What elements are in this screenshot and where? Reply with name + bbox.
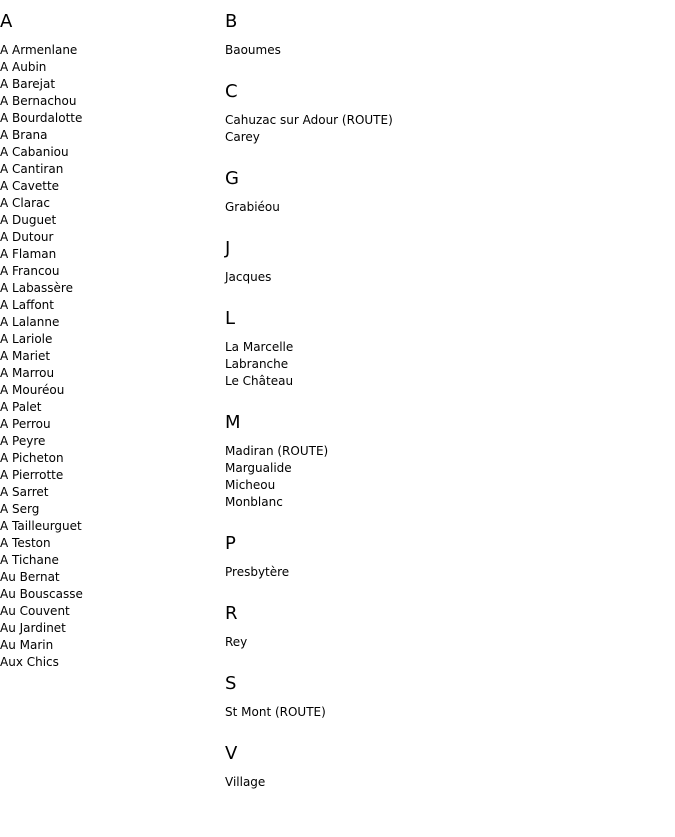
place-item-a-bourdalotte: A Bourdalotte — [0, 111, 83, 125]
place-list — [225, 199, 665, 216]
letter-section-j — [225, 216, 665, 286]
place-item-jacques: Jacques — [225, 270, 272, 284]
place-item-aux-chics: Aux Chics — [0, 655, 59, 669]
place-item-a-marrou: A Marrou — [0, 366, 55, 380]
place-list — [225, 443, 665, 511]
place-item-a-labassere: A Labassère — [0, 281, 73, 295]
place-item-a-cabaniou: A Cabaniou — [0, 145, 69, 159]
left-column — [0, 0, 215, 671]
letter-heading: A — [0, 11, 13, 32]
place-item-monblanc: Monblanc — [225, 495, 283, 509]
letter-section-g — [225, 146, 665, 216]
place-item-a-francou: A Francou — [0, 264, 60, 278]
place-item-a-laffont: A Laffont — [0, 298, 54, 312]
letter-section-c — [225, 59, 665, 146]
place-item-margualide: Margualide — [225, 461, 292, 475]
letter-section-s — [225, 651, 665, 721]
place-item-au-couvent: Au Couvent — [0, 604, 70, 618]
place-list — [225, 564, 665, 581]
letter-section-l — [225, 286, 665, 390]
place-item-labranche: Labranche — [225, 357, 289, 371]
place-item-rey: Rey — [225, 635, 248, 649]
place-list — [225, 112, 665, 146]
place-item-le-chateau: Le Château — [225, 374, 294, 388]
place-list — [225, 634, 665, 651]
place-item-a-flaman: A Flaman — [0, 247, 57, 261]
place-item-grabieou: Grabiéou — [225, 200, 280, 214]
place-item-a-tailleurguet: A Tailleurguet — [0, 519, 82, 533]
letter-heading: L — [225, 308, 236, 329]
right-column — [225, 0, 665, 791]
letter-heading: B — [225, 11, 238, 32]
place-list — [225, 269, 665, 286]
place-list — [225, 339, 665, 390]
place-item-a-mariet: A Mariet — [0, 349, 51, 363]
place-item-carey: Carey — [225, 130, 260, 144]
letter-heading: M — [225, 412, 241, 433]
place-item-a-duguet: A Duguet — [0, 213, 57, 227]
place-list — [225, 42, 665, 59]
place-item-a-brana: A Brana — [0, 128, 48, 142]
place-item-micheou: Micheou — [225, 478, 276, 492]
letter-heading: R — [225, 603, 238, 624]
place-list — [225, 774, 665, 791]
place-item-au-bouscasse: Au Bouscasse — [0, 587, 83, 601]
place-item-a-moureou: A Mouréou — [0, 383, 65, 397]
letter-section-v — [225, 721, 665, 791]
letter-section-p — [225, 511, 665, 581]
place-item-a-clarac: A Clarac — [0, 196, 50, 210]
place-item-a-teston: A Teston — [0, 536, 51, 550]
place-item-village: Village — [225, 775, 266, 789]
place-item-a-tichane: A Tichane — [0, 553, 59, 567]
letter-heading: G — [225, 168, 239, 189]
letter-heading: P — [225, 533, 236, 554]
letter-section-b — [225, 0, 665, 59]
place-item-au-jardinet: Au Jardinet — [0, 621, 66, 635]
letter-section-r — [225, 581, 665, 651]
place-item-a-perrou: A Perrou — [0, 417, 51, 431]
place-item-a-lariole: A Lariole — [0, 332, 53, 346]
place-item-madiran-route: Madiran (ROUTE) — [225, 444, 329, 458]
place-item-a-aubin: A Aubin — [0, 60, 47, 74]
place-item-cahuzac-sur-adour-route: Cahuzac sur Adour (ROUTE) — [225, 113, 393, 127]
place-item-a-pierrotte: A Pierrotte — [0, 468, 64, 482]
place-list — [0, 42, 215, 671]
letter-heading: S — [225, 673, 237, 694]
letter-heading: V — [225, 743, 238, 764]
place-item-au-marin: Au Marin — [0, 638, 54, 652]
place-list — [225, 704, 665, 721]
place-item-presbytere: Presbytère — [225, 565, 290, 579]
place-item-a-barejat: A Barejat — [0, 77, 56, 91]
letter-section-a — [0, 0, 215, 671]
place-item-a-serg: A Serg — [0, 502, 40, 516]
place-item-st-mont-route: St Mont (ROUTE) — [225, 705, 326, 719]
place-item-au-bernat: Au Bernat — [0, 570, 60, 584]
place-item-a-picheton: A Picheton — [0, 451, 64, 465]
place-item-a-cavette: A Cavette — [0, 179, 60, 193]
place-item-a-bernachou: A Bernachou — [0, 94, 77, 108]
place-item-a-cantiran: A Cantiran — [0, 162, 64, 176]
letter-heading: J — [225, 238, 231, 259]
letter-section-m — [225, 390, 665, 511]
place-item-a-lalanne: A Lalanne — [0, 315, 60, 329]
place-item-baoumes: Baoumes — [225, 43, 281, 57]
place-item-la-marcelle: La Marcelle — [225, 340, 294, 354]
letter-heading: C — [225, 81, 238, 102]
place-item-a-armenlane: A Armenlane — [0, 43, 78, 57]
place-item-a-peyre: A Peyre — [0, 434, 46, 448]
place-item-a-dutour: A Dutour — [0, 230, 54, 244]
place-item-a-palet: A Palet — [0, 400, 42, 414]
place-item-a-sarret: A Sarret — [0, 485, 49, 499]
